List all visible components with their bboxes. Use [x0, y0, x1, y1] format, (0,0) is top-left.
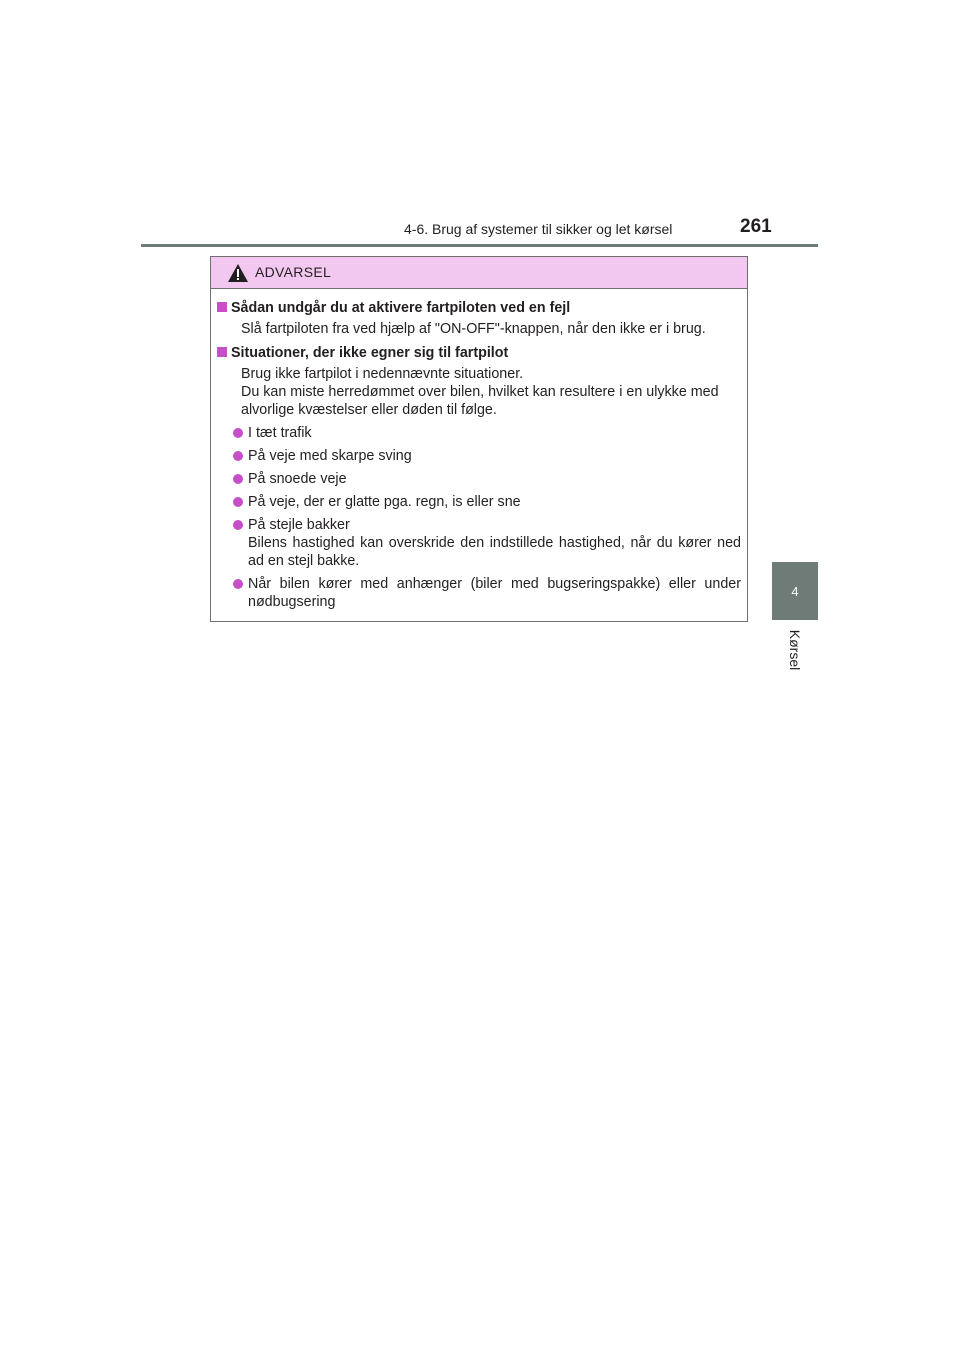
warning-section [217, 344, 741, 611]
warning-body [211, 289, 747, 611]
warning-title: ADVARSEL [255, 264, 332, 280]
list-item [217, 575, 741, 611]
section-heading: Situationer, der ikke egner sig til fartpilot [231, 345, 509, 361]
square-bullet-icon [217, 302, 227, 312]
list-item-title: På veje, der er glatte pga. regn, is eller sne [248, 494, 521, 510]
section-text: Brug ikke fartpilot i nedennævnte situationer. [241, 366, 524, 382]
section-text: Slå fartpiloten fra ved hjælp af "ON-OFF"-knappen, når den ikke er i brug. [241, 321, 706, 337]
list-item-title: Når bilen kører med anhænger (biler med bugseringspakke) eller under nødbugsering [248, 576, 741, 610]
list-item-title: På snoede veje [248, 471, 347, 487]
list-item-title: På stejle bakker [248, 517, 350, 533]
chapter-tab-number: 4 [791, 583, 799, 599]
round-bullet-icon [233, 497, 243, 507]
round-bullet-icon [233, 451, 243, 461]
list-item-title: I tæt trafik [248, 425, 312, 441]
list-item [217, 516, 741, 570]
warning-triangle-icon [227, 263, 249, 283]
list-item [217, 424, 741, 442]
round-bullet-icon [233, 579, 243, 589]
round-bullet-icon [233, 428, 243, 438]
round-bullet-icon [233, 474, 243, 484]
list-item [217, 470, 741, 488]
section-heading: Sådan undgår du at aktivere fartpiloten ved en fejl [231, 300, 571, 316]
square-bullet-icon [217, 347, 227, 357]
list-item [217, 493, 741, 511]
section-text: Du kan miste herredømmet over bilen, hvilket kan resultere i en ulykke med alvorlige kvæstelser eller døden til følge. [241, 384, 719, 418]
list-item-title: På veje med skarpe sving [248, 448, 412, 464]
warning-section [217, 299, 741, 338]
page-number: 261 [740, 216, 772, 237]
chapter-tab-label: Kørsel [787, 629, 803, 671]
warning-box [210, 256, 748, 622]
header-rule [141, 244, 818, 247]
list-item-detail: Bilens hastighed kan overskride den indstillede hastighed, når du kører ned ad en stejl bakke. [248, 535, 741, 569]
round-bullet-icon [233, 520, 243, 530]
chapter-title: 4-6. Brug af systemer til sikker og let kørsel [404, 221, 673, 237]
warning-header [211, 257, 747, 289]
chapter-tab [772, 562, 818, 620]
list-item [217, 447, 741, 465]
